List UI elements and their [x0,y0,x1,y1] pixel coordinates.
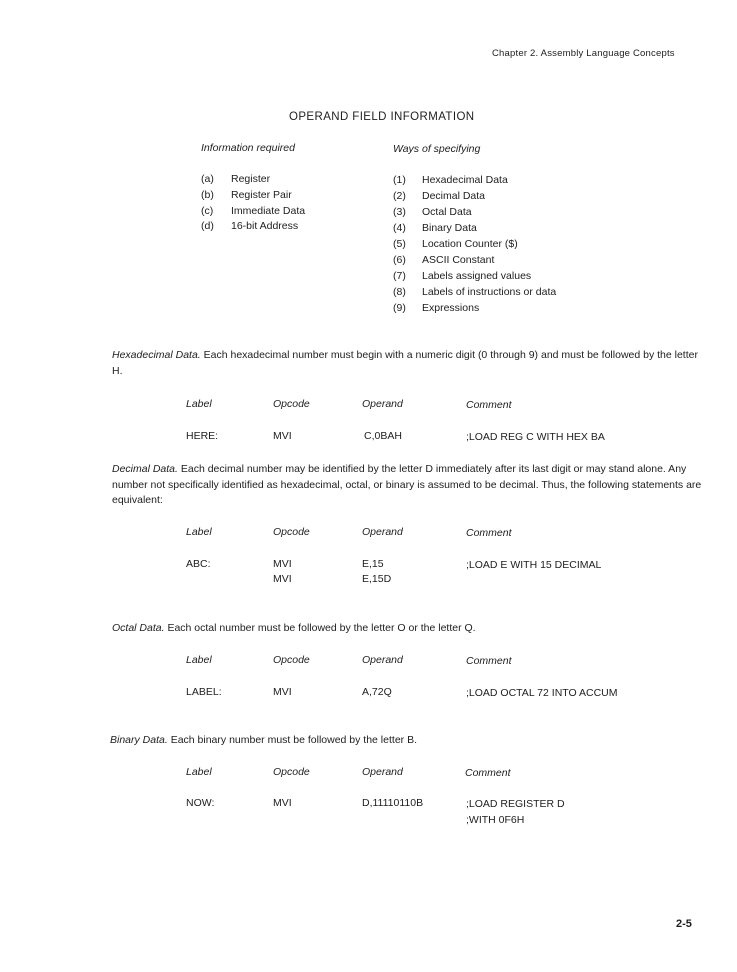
operand-heading: Operand [362,398,403,410]
code-label: NOW: [186,797,215,809]
opcode-heading: Opcode [273,654,310,666]
list-item: Hexadecimal Data [422,174,508,186]
hex-paragraph [112,348,702,379]
comment-heading: Comment [466,527,512,539]
list-item-key: (7) [393,270,406,282]
code-operand: E,15D [362,573,392,585]
code-opcode: MVI [273,573,292,585]
code-operand: A,72Q [362,686,392,698]
label-heading: Label [186,654,212,666]
chapter-header: Chapter 2. Assembly Language Concepts [492,48,675,59]
binary-lead: Binary Data. [110,734,168,746]
list-item: Decimal Data [422,190,486,202]
code-operand: D,11110110B [362,797,424,809]
code-comment: ;WITH 0F6H [466,814,525,826]
list-item-key: (4) [393,222,406,234]
operand-heading: Operand [362,654,403,666]
code-label: LABEL: [186,686,222,698]
list-item: ASCII Constant [422,254,495,266]
list-item-key: (b) [201,189,214,201]
code-label: ABC: [186,558,211,570]
list-item-key: (8) [393,286,406,298]
decimal-paragraph [112,462,707,509]
operand-heading: Operand [362,766,403,778]
code-opcode: MVI [273,430,292,442]
label-heading: Label [186,766,212,778]
opcode-heading: Opcode [273,766,310,778]
comment-heading: Comment [465,767,511,779]
octal-lead: Octal Data. [112,622,165,634]
decimal-text: Each decimal number may be identified by the letter D immediately after its last digit or may stand alone. Any number not specifically identified as hexadecimal, octal, or binary is assumed to be decimal. Thus, the following statements are equivalent: [112,463,702,506]
binary-paragraph [110,733,700,749]
list-item-key: (9) [393,302,406,314]
comment-heading: Comment [466,399,512,411]
binary-text: Each binary number must be followed by the letter B. [167,734,417,746]
code-comment: ;LOAD REGISTER D [466,798,565,810]
opcode-heading: Opcode [273,398,310,410]
list-item-key: (3) [393,206,406,218]
list-item-key: (5) [393,238,406,250]
page-number: 2-5 [676,918,692,930]
list-item: Binary Data [422,222,477,234]
octal-paragraph [112,621,702,637]
operand-heading: Operand [362,526,403,538]
code-operand: E,15 [362,558,384,570]
list-item-key: (6) [393,254,406,266]
label-heading: Label [186,398,212,410]
hex-text: Each hexadecimal number must begin with a numeric digit (0 through 9) and must be followed by the letter H. [112,349,698,377]
section-title: OPERAND FIELD INFORMATION [289,111,475,123]
code-opcode: MVI [273,558,292,570]
list-item: Labels assigned values [422,270,532,282]
list-item-key: (1) [393,174,406,186]
label-heading: Label [186,526,212,538]
list-item-key: (a) [201,173,214,185]
list-item: Register Pair [231,189,292,201]
code-label: HERE: [186,430,219,442]
octal-text: Each octal number must be followed by the letter O or the letter Q. [164,622,476,634]
list-item-key: (c) [201,205,214,217]
list-item-key: (d) [201,220,214,232]
code-comment: ;LOAD OCTAL 72 INTO ACCUM [466,687,618,699]
code-opcode: MVI [273,686,292,698]
decimal-lead: Decimal Data. [112,463,178,475]
list-item: Expressions [422,302,480,314]
code-comment: ;LOAD REG C WITH HEX BA [466,431,605,443]
ways-heading: Ways of specifying [393,143,481,155]
code-operand: C,0BAH [364,430,402,442]
list-item: Immediate Data [231,205,306,217]
list-item: Labels of instructions or data [422,286,557,298]
hex-lead: Hexadecimal Data. [112,349,201,361]
list-item: Register [231,173,271,185]
list-item: Location Counter ($) [422,238,518,250]
opcode-heading: Opcode [273,526,310,538]
code-opcode: MVI [273,797,292,809]
list-item: 16-bit Address [231,220,299,232]
list-item-key: (2) [393,190,406,202]
code-comment: ;LOAD E WITH 15 DECIMAL [466,559,602,571]
info-required-heading: Information required [201,142,295,154]
comment-heading: Comment [466,655,512,667]
list-item: Octal Data [422,206,472,218]
